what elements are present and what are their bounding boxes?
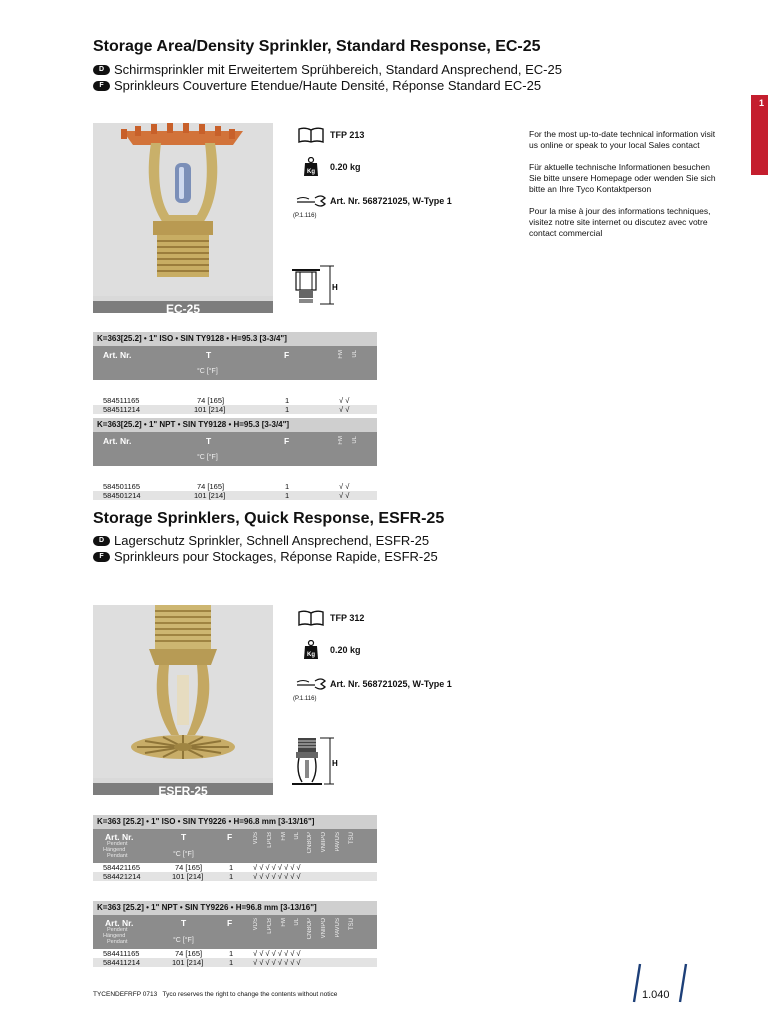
cell-t: 74 [165] <box>175 949 203 958</box>
section2-title: Storage Sprinklers, Quick Response, ESFR-25 <box>93 510 445 527</box>
side-info-en: For the most up-to-date technical information visit us online or speak to your local Sales contact <box>529 129 716 150</box>
approval-lpcb: LPCB <box>267 832 273 848</box>
cell-checks: √ √ <box>339 482 350 491</box>
section1-fr-line <box>93 78 541 93</box>
approval-lpcb: LPCB <box>267 918 273 934</box>
col-unit: °C [°F] <box>197 454 218 461</box>
cell-checks: √ √ √ √ √ √ √ √ <box>253 958 301 967</box>
approval-pavus: PAVUS <box>335 832 341 852</box>
side-info-fr: Pour la mise à jour des informations techniques, visitez notre site internet ou discutez avec votre contact commercial <box>529 206 711 238</box>
footer-notice: Tyco reserves the right to change the contents without notice <box>162 991 338 998</box>
fr-badge: F <box>93 81 110 91</box>
section1-tfp: TFP 213 <box>330 130 365 140</box>
col-art-nr: Art. Nr. <box>105 918 134 928</box>
svg-text:Kg: Kg <box>307 169 315 175</box>
section2-art-nr: Art. Nr. 568721025, W-Type 1 <box>330 679 452 689</box>
cell-t: 74 [165] <box>175 863 203 872</box>
approval-cnbop: CNBOP <box>307 832 313 854</box>
cell-checks: √ √ √ √ √ √ √ √ <box>253 872 301 881</box>
cell-checks: √ √ √ √ √ √ √ √ <box>253 949 301 958</box>
table-row <box>93 491 377 500</box>
col-t: T <box>181 918 187 928</box>
table-header: K=363[25.2] • 1" NPT • SIN TY9128 • H=95.3 [3-3/4"] <box>93 418 377 432</box>
side-info-de: Für aktuelle technische Informationen besuchen Sie bitte unsere Homepage oder wenden Sie sich bitte an Ihre Tyco Kontaktperson <box>529 162 716 194</box>
table-column-header <box>93 915 377 949</box>
approval-tsu: TSÚ <box>349 918 355 930</box>
section2-fr-text: Sprinkleurs pour Stockages, Réponse Rapide, ESFR-25 <box>114 549 438 564</box>
ec25-iso-table <box>93 332 377 414</box>
table-row <box>93 872 377 881</box>
section2-tfp-row <box>292 610 364 626</box>
esfr25-product-photo <box>93 605 273 795</box>
cell-f: 1 <box>229 872 234 881</box>
cell-f: 1 <box>285 396 290 405</box>
table-row <box>93 396 377 405</box>
col-f: F <box>227 832 233 842</box>
approval-vds: VDS <box>253 918 259 931</box>
ec25-dimension-drawing <box>290 264 350 320</box>
section1-de-line <box>93 62 562 77</box>
footer-text <box>93 991 337 998</box>
col-unit: °C [°F] <box>173 851 194 858</box>
col-f: F <box>284 436 290 446</box>
approval-ul: UL <box>294 832 300 840</box>
cell-art: 584421165 <box>103 863 140 872</box>
col-t: T <box>206 350 212 360</box>
section2-de-line <box>93 533 429 548</box>
table-column-header <box>93 346 377 380</box>
table-header: K=363[25.2] • 1" ISO • SIN TY9128 • H=95.3 [3-3/4"] <box>93 332 377 346</box>
section2-weight: 0.20 kg <box>330 645 361 655</box>
section1-title: Storage Area/Density Sprinkler, Standard Response, EC-25 <box>93 38 541 55</box>
approval-ul: UL <box>352 350 358 358</box>
cell-t: 101 [214] <box>172 872 204 881</box>
approval-vniipo: VNIIPO <box>321 832 327 853</box>
wrench-icon <box>292 193 330 209</box>
ec25-sprinkler-image <box>93 123 273 296</box>
cell-art: 584501165 <box>103 482 140 491</box>
table-row <box>93 405 377 414</box>
esfr25-photo-caption: ESFR-25 <box>93 783 273 795</box>
ec25-photo-caption: EC-25 <box>93 301 273 313</box>
cell-art: 584421214 <box>103 872 141 881</box>
ec25-product-photo <box>93 123 273 313</box>
cell-t: 74 [165] <box>197 396 225 405</box>
cell-art: 584511214 <box>103 405 140 414</box>
section1-de-text: Schirmsprinkler mit Erweitertem Sprühbereich, Standard Ansprechend, EC-25 <box>114 62 562 77</box>
col-f: F <box>284 350 290 360</box>
section2-tfp: TFP 312 <box>330 613 365 623</box>
weight-icon <box>292 157 330 177</box>
cell-checks: √ √ <box>339 396 350 405</box>
approval-fm: FM <box>281 918 287 927</box>
cell-checks: √ √ <box>339 405 350 414</box>
cell-art: 584511165 <box>103 396 140 405</box>
approval-fm: FM <box>281 832 287 841</box>
cell-checks: √ √ √ √ √ √ √ √ <box>253 863 301 872</box>
table-column-header <box>93 829 377 863</box>
cell-t: 74 [165] <box>197 482 225 491</box>
table-row <box>93 482 377 491</box>
section1-wrench-note: (P.1.116) <box>293 213 317 219</box>
approval-vds: VDS <box>253 832 259 845</box>
approval-fm: FM <box>338 350 344 359</box>
table-row <box>93 958 377 967</box>
cell-t: 101 [214] <box>194 491 226 500</box>
cell-f: 1 <box>229 949 234 958</box>
approval-tsu: TSÚ <box>349 832 355 844</box>
col-unit: °C [°F] <box>197 368 218 375</box>
book-icon <box>292 610 330 626</box>
section1-weight-row <box>292 157 361 177</box>
col-t: T <box>181 832 187 842</box>
cell-art: 584411214 <box>103 958 140 967</box>
section1-weight: 0.20 kg <box>330 162 361 172</box>
page-number: 1.040 <box>642 989 670 1001</box>
section2-wrench-note: (P.1.116) <box>293 696 317 702</box>
section2-fr-line <box>93 549 438 564</box>
table-header: K=363 [25.2] • 1" NPT • SIN TY9226 • H=96.8 mm [3-13/16"] <box>93 901 377 915</box>
approval-vniipo: VNIIPO <box>321 918 327 939</box>
de-badge: D <box>93 536 110 546</box>
sub-pendent: Pendent <box>107 841 128 847</box>
cell-t: 101 [214] <box>194 405 226 414</box>
cell-checks: √ √ <box>339 491 350 500</box>
sub-pendant: Pendant <box>107 939 128 945</box>
cell-f: 1 <box>285 491 290 500</box>
esfr25-iso-table <box>93 815 377 881</box>
col-art-nr: Art. Nr. <box>103 350 132 360</box>
sub-haengend: Hängend <box>103 847 126 853</box>
svg-text:Kg: Kg <box>307 652 315 658</box>
cell-t: 101 [214] <box>172 958 204 967</box>
table-row <box>93 949 377 958</box>
ec25-dim-label: H <box>332 283 338 292</box>
esfr25-sprinkler-image <box>93 605 273 778</box>
table-column-header <box>93 432 377 466</box>
col-art-nr: Art. Nr. <box>105 832 134 842</box>
cell-f: 1 <box>285 482 290 491</box>
esfr25-npt-table <box>93 901 377 967</box>
approval-pavus: PAVUS <box>335 918 341 938</box>
table-row <box>93 863 377 872</box>
cell-f: 1 <box>229 958 234 967</box>
cell-f: 1 <box>285 405 290 414</box>
sub-haengend: Hängend <box>103 933 126 939</box>
de-badge: D <box>93 65 110 75</box>
col-f: F <box>227 918 233 928</box>
section1-fr-text: Sprinkleurs Couverture Etendue/Haute Densité, Réponse Standard EC-25 <box>114 78 542 93</box>
wrench-icon <box>292 676 330 692</box>
approval-fm: FM <box>338 436 344 445</box>
fr-badge: F <box>93 552 110 562</box>
side-info-text <box>529 129 719 250</box>
approval-ul: UL <box>352 436 358 444</box>
col-art-nr: Art. Nr. <box>103 436 132 446</box>
ec25-npt-table <box>93 418 377 500</box>
book-icon <box>292 127 330 143</box>
sub-pendant: Pendant <box>107 853 128 859</box>
cell-art: 584501214 <box>103 491 141 500</box>
col-t: T <box>206 436 212 446</box>
section2-weight-row <box>292 640 361 660</box>
section2-art-row <box>292 676 452 692</box>
col-unit: °C [°F] <box>173 937 194 944</box>
cell-f: 1 <box>229 863 234 872</box>
section1-art-row <box>292 193 452 209</box>
table-header: K=363 [25.2] • 1" ISO • SIN TY9226 • H=96.8 mm [3-13/16"] <box>93 815 377 829</box>
approval-cnbop: CNBOP <box>307 918 313 940</box>
footer-code: TYCENDEFRFP 0713 <box>93 991 158 998</box>
chapter-tab: 1 <box>751 95 768 175</box>
approval-ul: UL <box>294 918 300 926</box>
esfr25-dimension-drawing <box>290 736 350 798</box>
section2-de-text: Lagerschutz Sprinkler, Schnell Ansprechend, ESFR-25 <box>114 533 430 548</box>
esfr25-dim-label: H <box>332 759 338 768</box>
sub-pendent: Pendent <box>107 927 128 933</box>
cell-art: 584411165 <box>103 949 140 958</box>
section1-art-nr: Art. Nr. 568721025, W-Type 1 <box>330 196 452 206</box>
section1-tfp-row <box>292 127 364 143</box>
weight-icon <box>292 640 330 660</box>
